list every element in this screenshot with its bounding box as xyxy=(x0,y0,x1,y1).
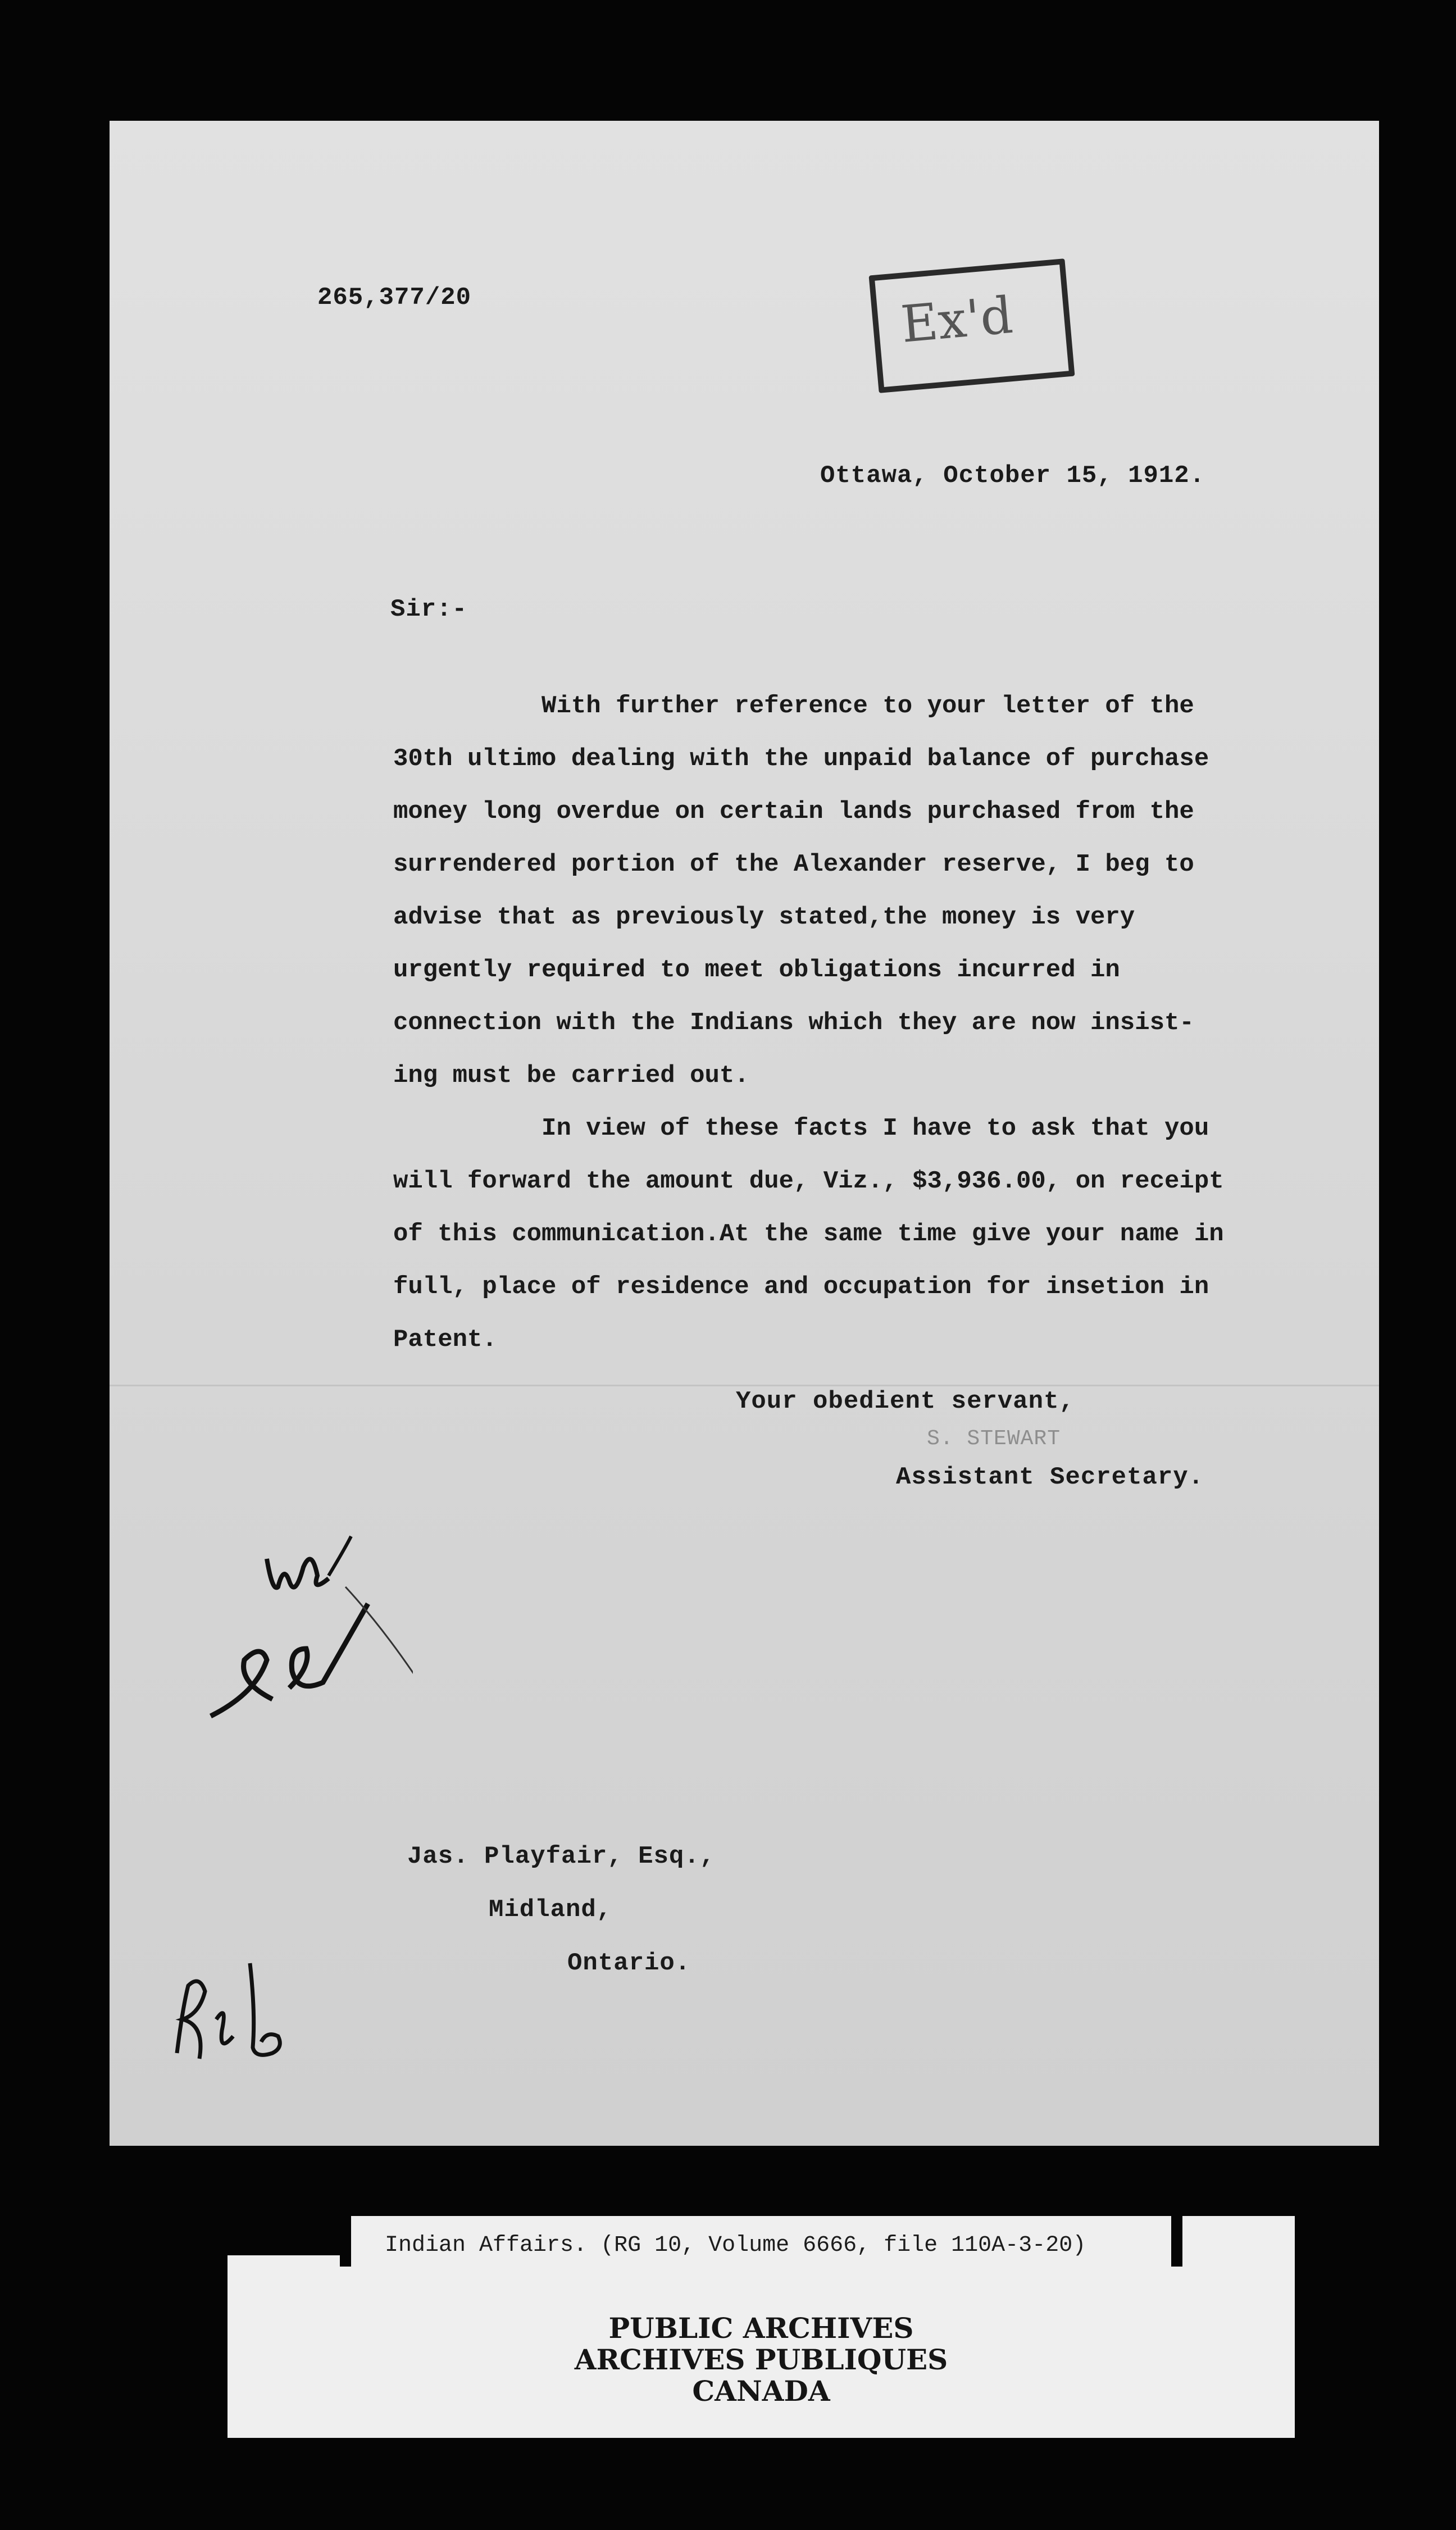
body-line: urgently required to meet obligations incurred in xyxy=(393,956,1120,984)
addressee-province: Ontario. xyxy=(567,1949,691,1977)
body-line: 30th ultimo dealing with the unpaid balance of purchase xyxy=(393,745,1209,773)
archive-reference: Indian Affairs. (RG 10, Volume 6666, file 110A-3-20) xyxy=(385,2233,1086,2258)
page-fold-line xyxy=(110,1385,1379,1386)
signer-title: Assistant Secretary. xyxy=(896,1463,1204,1491)
body-line: connection with the Indians which they are now insist- xyxy=(393,1009,1194,1037)
addressee-town: Midland, xyxy=(489,1896,612,1924)
body-line: surrendered portion of the Alexander reserve, I beg to xyxy=(393,850,1194,879)
label-notch xyxy=(340,2216,351,2267)
signature-stamp: S. STEWART xyxy=(927,1427,1061,1451)
archive-label xyxy=(228,2216,1295,2438)
label-notch xyxy=(1171,2216,1182,2267)
salutation: Sir:- xyxy=(390,595,468,624)
body-line: full, place of residence and occupation for insetion in xyxy=(393,1273,1209,1301)
letter-body xyxy=(393,680,1343,1366)
date-line: Ottawa, October 15, 1912. xyxy=(820,462,1205,490)
body-line: In view of these facts I have to ask that you xyxy=(393,1114,1209,1143)
examined-stamp xyxy=(869,258,1075,393)
body-line: will forward the amount due, Viz., $3,936.00, on receipt xyxy=(393,1167,1224,1195)
body-line: money long overdue on certain lands purchased from the xyxy=(393,798,1194,826)
handwritten-initials-icon xyxy=(177,1514,413,1750)
body-line: Patent. xyxy=(393,1326,497,1354)
handwritten-initials-bottom-icon xyxy=(166,1941,334,2087)
file-reference: 265,377/20 xyxy=(317,284,472,312)
body-line: With further reference to your letter of the xyxy=(393,692,1194,720)
archive-line-country: CANADA xyxy=(692,2374,830,2408)
letter-page xyxy=(110,121,1379,2146)
archive-line-english: PUBLIC ARCHIVES xyxy=(608,2311,914,2345)
addressee-name: Jas. Playfair, Esq., xyxy=(407,1842,716,1871)
closing-line: Your obedient servant, xyxy=(736,1387,1075,1416)
body-line: ing must be carried out. xyxy=(393,1062,749,1090)
examined-stamp-text: Ex'd xyxy=(898,285,1016,354)
body-line: advise that as previously stated,the money is very xyxy=(393,903,1135,931)
body-line: of this communication.At the same time give your name in xyxy=(393,1220,1224,1248)
archive-line-french: ARCHIVES PUBLIQUES xyxy=(574,2343,948,2376)
label-notch xyxy=(228,2216,340,2255)
